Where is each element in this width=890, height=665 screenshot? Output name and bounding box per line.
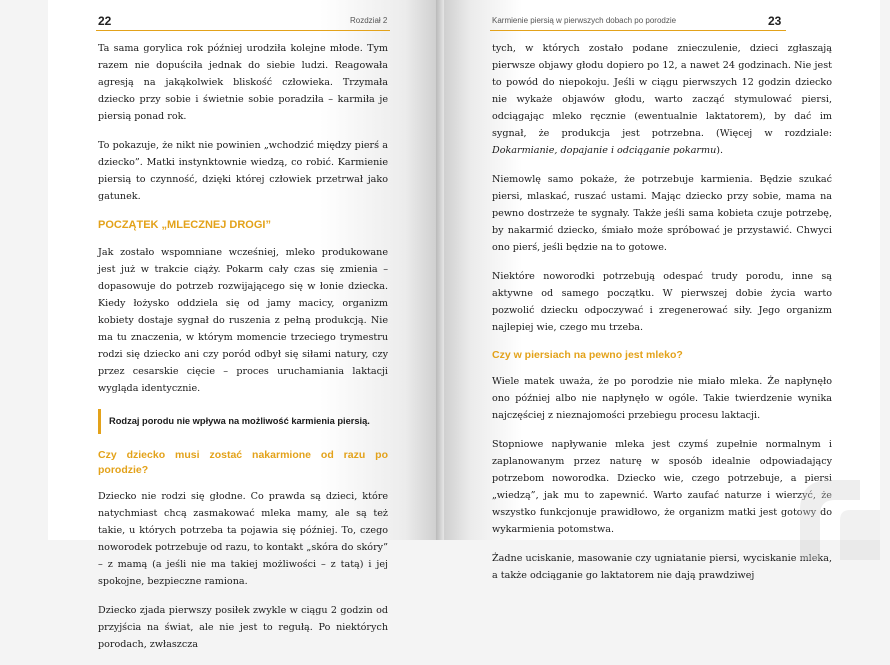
book-gutter [436,0,444,540]
paragraph [492,40,832,159]
paragraph: Ta sama gorylica rok później urodziła kolejne młode. Tym razem nie dopuściła jednak do siebie ludzi. Reagowała agresją na jakąkolwiek bliskość człowieka. Trzymała dziecko przy sobie i świetnie sobie poradziła – karmiła je piersią ponad rok. [98,43,388,122]
paragraph: Niektóre noworodki potrzebują odespać trudy porodu, inne są aktywne od samego początku. W pierwszej dobie życia warto pozwolić dziecku odpoczywać i zregenerować siły. Jego organizm najlepiej wie, czego mu trzeba. [492,271,832,333]
paragraph-text: tych, w których zostało podane znieczulenie, dzieci zgłaszają pierwsze objawy głodu dopiero po 12, a nawet 24 godzinach. Nie jest to powód do niepokoju. Jeśli w ciągu pierwszych 12 godzin dziecko nie wykaże objawów głodu, warto zacząć stymulować piersi, odciągając mleko ręcznie (ewentualnie laktatorem), by dać im sygnał, że produkcja jest potrzebna. (Więcej w rozdziale: [492,43,832,139]
right-header-rule [490,30,786,31]
left-page [48,0,436,650]
paragraph: Żadne uciskanie, masowanie czy ugniatanie piersi, wyciskanie mleka, a także odciąganie go laktatorem nie dają prawdziwej [492,553,832,581]
paragraph: To pokazuje, że nikt nie powinien „wchodzić między pierś a dziecko”. Matki instynktownie wiedzą, co robić. Karmienie piersią to czynność, dzięki której człowiek przetrwał jako gatunek. [98,140,388,202]
left-text-column [98,40,388,665]
left-header-rule [96,30,390,31]
left-running-head: Rozdział 2 [350,16,388,25]
paragraph: Stopniowe napływanie mleka jest czymś zupełnie normalnym i zaplanowanym przez naturę w sposób idealnie odpowiadający potrzebom noworodka. Dziecko wie, czego potrzebuje, a piersi „wiedzą”, jak mu to zapewnić. Warto zaufać naturze i wierzyć, że wszystko funkcjonuje prawidłowo, że organizm matki jest gotowy do wykarmienia potomstwa. [492,439,832,535]
paragraph: Jak zostało wspomniane wcześniej, mleko produkowane jest już w trakcie ciąży. Pokarm cały czas się zmienia – dopasowuje do potrzeb rozwijającego się w łonie dziecka. Kiedy łożysko oddziela się od jamy macicy, organizm kobiety dostaje sygnał do ruszenia z pełną produkcją. Nie ma tu znaczenia, w którym momencie trzeciego trymestru rodzi się dziecko ani czy poród odbył się siłami natury, czy przez cesarskie cięcie – proces uruchamiania laktacji wygląda identycznie. [98,247,388,394]
subsection-heading: Czy w piersiach na pewno jest mleko? [492,349,683,361]
section-heading: POCZĄTEK „MLECZNEJ DROGI” [98,219,271,231]
right-running-head: Karmienie piersią w pierwszych dobach po porodzie [492,16,677,25]
chapter-reference: Dokarmianie, dopajanie i odciąganie pokarmu [492,145,717,156]
paragraph-text-end: ). [716,145,724,156]
right-page [444,0,880,581]
paragraph: Dziecko nie rodzi się głodne. Co prawda są dzieci, które natychmiast chcą zasmakować mleka mamy, ale są też takie, u których potrzeba ta pojawia się później. To, czego noworodek potrzebuje od razu, to kontakt „skóra do skóry” – z mamą (a jeśli nie ma takiej możliwości – z tatą) i jej spokojne, bezpieczne ramiona. [98,491,388,587]
paragraph: Dziecko zjada pierwszy posiłek zwykle w ciągu 2 godzin od przyjścia na świat, ale nie jest to regułą. Po niektórych porodach, zwłaszcza [98,605,388,650]
callout-box: Rodzaj porodu nie wpływa na możliwość karmienia piersią. [98,409,388,434]
watermark-logo [780,450,890,560]
left-page-number: 22 [98,14,112,28]
paragraph: Wiele matek uważa, że po porodzie nie miało mleka. Że napłynęło ono później albo nie napłynęło w ogóle. Takie twierdzenie wynika najczęściej z nieznajomości przebiegu procesu laktacji. [492,376,832,421]
right-page-number: 23 [768,14,782,28]
paragraph: Niemowlę samo pokaże, że potrzebuje karmienia. Będzie szukać piersi, mlaskać, ruszać ustami. Mając dziecko przy sobie, mama na pewno dostrzeże te sygnały. Także jeśli sama kobieta czuje potrzebę, by nakarmić dziecko, śmiało może spróbować je przystawić. Chwyci ono pierś, jeśli będzie na to gotowe. [492,174,832,253]
subsection-heading: Czy dziecko musi zostać nakarmione od razu po porodzie? [98,449,388,476]
